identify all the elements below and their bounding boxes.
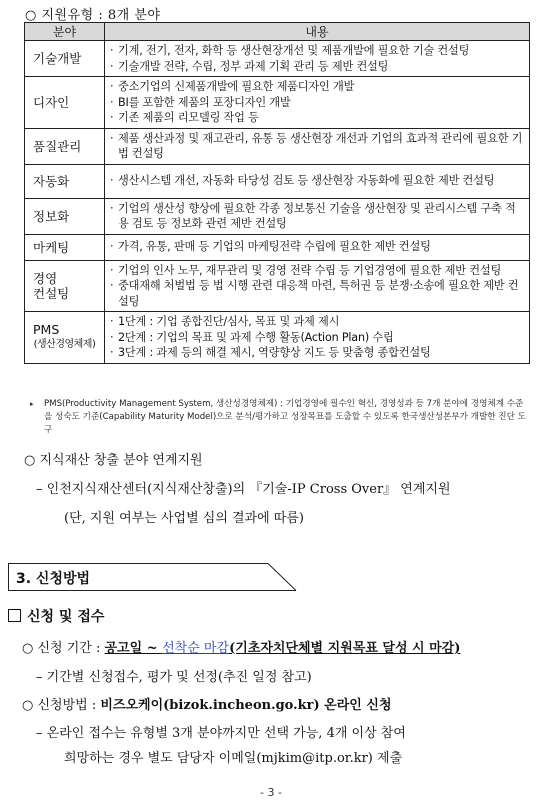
content-cell: [105, 164, 530, 198]
content-item: · 1단계 : 기업 종합진단/심사, 목표 및 과제 제시: [110, 314, 526, 330]
content-item: · 기계, 전기, 전자, 화학 등 생산현장개선 및 제품개발에 필요한 기술 컨설팅: [110, 43, 526, 59]
content-item: · 기술개발 전략, 수립, 정부 과제 기획 관리 등 제반 컨설팅: [110, 59, 526, 75]
category-pms: PMS: [33, 322, 60, 338]
table-row: [25, 77, 530, 129]
content-item: · 기업의 생산성 향상에 필요한 각종 정보통신 기술을 생산현장 및 관리시스템 구축 적용 검토 등 정보화 관련 제반 컨설팅: [110, 201, 526, 232]
header-category: 분야: [25, 23, 105, 41]
content-item: · 가격, 유통, 판매 등 기업의 마케팅전략 수립에 필요한 제반 컨설팅: [110, 239, 526, 255]
category-cell: 정보화: [25, 198, 105, 234]
method-label: ○ 신청방법 :: [22, 698, 101, 713]
section-header: [8, 563, 296, 591]
content-item: · 중대재해 처벌법 등 법 시행 관련 대응책 마련, 특허권 등 분쟁·소송에 필요한 제반 컨설팅: [110, 278, 526, 309]
header-content: 내용: [105, 23, 530, 41]
content-item: · 제품 생산과정 및 재고관리, 유통 등 생산현장 개선과 기업의 효과적 관리에 필요한 기법 컨설팅: [110, 131, 526, 162]
support-type-table: [24, 22, 530, 364]
category-cell: 마케팅: [25, 234, 105, 260]
support-type-heading: ○ 지원유형 : 8개 분야: [25, 8, 161, 23]
subsection-title: 신청 및 접수: [27, 609, 105, 625]
page-number: - 3 -: [260, 786, 282, 799]
content-cell: [105, 128, 530, 164]
pms-footnote: [30, 398, 530, 437]
category-cell: 디자인: [25, 77, 105, 129]
table-row: [25, 260, 530, 312]
category-cell: 자동화: [25, 164, 105, 198]
table-row: [25, 128, 530, 164]
checkbox-square-icon: [8, 609, 21, 622]
content-item: · 기존 제품의 리모델링 작업 등: [110, 110, 526, 126]
content-cell: [105, 312, 530, 364]
category-line1: 경영: [33, 270, 58, 286]
content-item: · 3단계 : 과제 등의 해결 제시, 역량향상 지도 등 맞춤형 종합컨설팅: [110, 345, 526, 361]
category-cell: [25, 312, 105, 364]
content-cell: [105, 77, 530, 129]
period-start: 공고일 ~: [104, 641, 163, 656]
category-cell: [25, 260, 105, 312]
apply-method-line: [22, 694, 392, 713]
period-label: ○ 신청 기간 :: [22, 641, 105, 656]
ip-section-title: ○ 지식재산 창출 분야 연계지원: [24, 453, 203, 468]
table-row: [25, 234, 530, 260]
category-line2: 컨설팅: [33, 285, 70, 301]
category-cell: 품질관리: [25, 128, 105, 164]
content-cell: [105, 260, 530, 312]
period-note: (기초자치단체별 지원목표 달성 시 마감): [229, 641, 461, 656]
ip-section-note: (단, 지원 여부는 사업별 심의 결과에 따름): [64, 511, 304, 526]
content-item: · BI를 포함한 제품의 포장디자인 개발: [110, 95, 526, 111]
method-value: 비즈오케이(bizok.incheon.go.kr) 온라인 신청: [100, 698, 392, 713]
content-cell: [105, 234, 530, 260]
content-item: · 2단계 : 기업의 목표 및 과제 수행 활동(Action Plan) 수립: [110, 330, 526, 346]
subsection-heading: [8, 606, 104, 626]
table-row: [25, 164, 530, 198]
category-cell: 기술개발: [25, 41, 105, 77]
online-note-line2: 희망하는 경우 별도 담당자 이메일(mjkim@itp.or.kr) 제출: [64, 751, 403, 766]
footnote-text: PMS(Productivity Management System, 생산성경영체제) : 기업경영에 필수인 혁신, 경영성과 등 7개 분야에 경영체계 수준을 성숙도 기준(Capability Maturity Model)으로 분석/평가하고 성장목표를 도출할 수 있도록 한국생산성본부가 개발한 진단 도구: [44, 399, 526, 435]
footnote-marker-icon: ▸: [30, 400, 34, 408]
content-cell: [105, 198, 530, 234]
table-row: [25, 41, 530, 77]
table-header-row: [25, 23, 530, 41]
ip-section-line: – 인천지식재산센터(지식재산창출)의 『기술-IP Cross Over』 연계지원: [36, 482, 451, 497]
table-row: [25, 312, 530, 364]
apply-period-line: [22, 637, 460, 656]
content-item: · 중소기업의 신제품개발에 필요한 제품디자인 개발: [110, 79, 526, 95]
period-end: 선착순 마감: [162, 641, 230, 656]
table-row: [25, 198, 530, 234]
category-sub: (생산경영체제): [33, 339, 96, 351]
content-item: · 기업의 인사 노무, 재무관리 및 경영 전략 수립 등 기업경영에 필요한 제반 컨설팅: [110, 263, 526, 279]
content-cell: [105, 41, 530, 77]
section-title: 3. 신청방법: [16, 571, 91, 587]
content-item: · 생산시스템 개선, 자동화 타당성 검토 등 생산현장 자동화에 필요한 제반 컨설팅: [110, 173, 526, 189]
apply-period-detail: – 기간별 신청접수, 평가 및 선정(추진 일정 참고): [36, 670, 312, 685]
online-note-line1: – 온라인 접수는 유형별 3개 분야까지만 선택 가능, 4개 이상 참여: [36, 726, 406, 741]
